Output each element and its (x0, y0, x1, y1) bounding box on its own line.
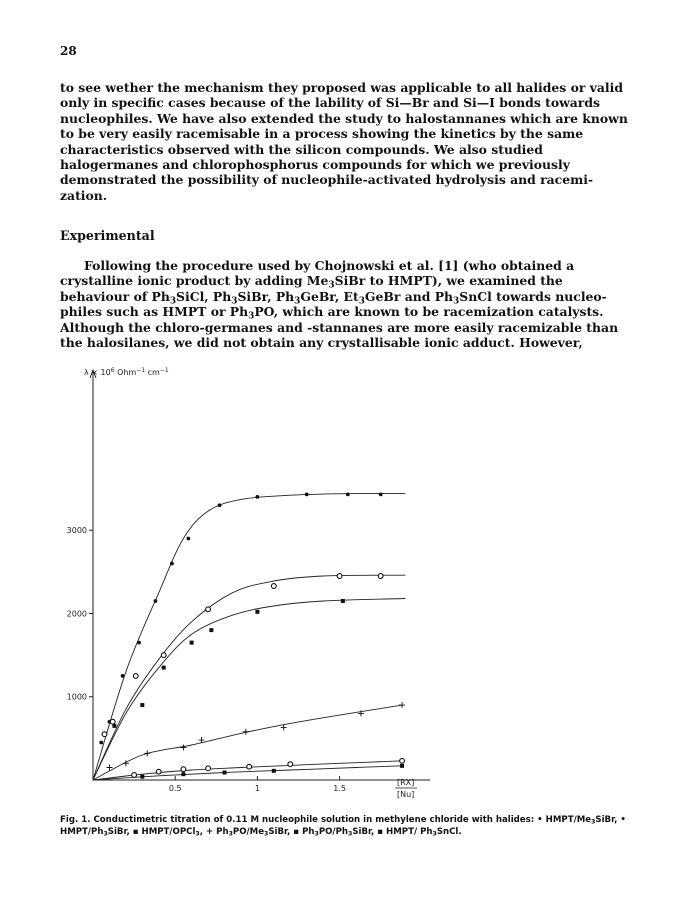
body-paragraph-2-run: GeBr and Ph (364, 288, 454, 304)
x-tick-label: 1 (254, 784, 260, 793)
body-paragraph-2-run: SnCl towards nucleophiles such as HMPT or Ph (60, 288, 607, 320)
series-6-point (181, 772, 185, 776)
body-paragraph-2-run: 3 (294, 296, 301, 307)
series-2-point (271, 584, 276, 589)
series-2-point (161, 653, 166, 658)
figure-caption-run: 3 (264, 830, 269, 838)
figure-caption-run: , + Ph (199, 827, 229, 837)
body-paragraph-2-run: 3 (328, 280, 335, 291)
series-5-point (181, 767, 186, 772)
figure-caption-run: 3 (195, 830, 200, 838)
x-tick-label: 0.5 (168, 784, 182, 793)
body-paragraph-2-run: PO, which are known to be racemization catalysts. Although the chloro-germanes and -stannanes are more easily racemizable than the halosilanes, we did not obtain any crystallisable ionic adduct. However, (60, 304, 619, 351)
body-paragraph-2-run: GeBr, Et (300, 288, 359, 304)
y-axis-title-run: cm (145, 368, 160, 377)
y-axis-title-run: Ohm (114, 368, 137, 377)
figure-caption-run: 3 (591, 818, 596, 826)
body-paragraph-2-run: SiBr, Ph (237, 288, 295, 304)
page-number: 28 (60, 44, 77, 58)
body-paragraph-2-run: 3 (358, 296, 365, 307)
figure-caption-run: PO/Ph (318, 827, 348, 837)
series-1-point (154, 599, 158, 603)
series-1-point (99, 741, 103, 745)
series-1-point (379, 493, 383, 497)
figure-caption-run: PO/Me (232, 827, 265, 837)
section-heading: Experimental (60, 228, 155, 243)
y-tick-label: 3000 (66, 526, 87, 536)
series-4-point (243, 729, 249, 735)
series-1-point (121, 674, 125, 678)
series-2-point (110, 719, 115, 724)
chart-canvas (30, 360, 470, 810)
x-axis-title-numerator: [RX] (397, 778, 415, 787)
x-axis-title-denominator: [Nu] (397, 790, 415, 799)
figure-caption-run: 3 (314, 830, 319, 838)
conductimetric-titration-chart (30, 360, 470, 810)
series-3-point (162, 666, 166, 670)
series-1-point (305, 493, 309, 497)
series-5-point (400, 758, 405, 763)
series-6-point (272, 769, 276, 773)
series-2-point (206, 607, 211, 612)
series-5-point (156, 769, 161, 774)
series-2-point (378, 574, 383, 579)
series-3-line (93, 599, 405, 781)
series-1-line (93, 493, 405, 780)
body-paragraph-2-run: 3 (453, 296, 460, 307)
series-6-point (223, 771, 227, 775)
series-2-point (133, 674, 138, 679)
figure-caption-run: SiBr, • HMPT/Ph (60, 815, 626, 837)
body-paragraph-2 (60, 258, 630, 350)
series-1-point (186, 537, 190, 541)
figure-caption-run: 3 (348, 830, 353, 838)
figure-caption-run: 3 (103, 830, 108, 838)
body-paragraph-2-run: 3 (169, 296, 177, 307)
series-5-point (206, 766, 211, 771)
y-tick-label: 2000 (66, 609, 87, 619)
series-1-point (218, 503, 222, 507)
body-paragraph-1 (60, 80, 630, 203)
series-2-point (337, 574, 342, 579)
y-tick-label: 1000 (66, 692, 87, 702)
y-axis-title-run: −1 (159, 366, 169, 374)
series-6-point (400, 764, 404, 768)
series-5-point (288, 762, 293, 767)
series-3-point (255, 610, 259, 614)
series-1-point (255, 495, 259, 499)
series-3-point (209, 628, 213, 632)
figure-caption-run: 3 (228, 830, 233, 838)
body-paragraph-2-run: SiBr to HMPT), we examined the behaviour of Ph (60, 273, 563, 304)
series-3-point (341, 599, 345, 603)
series-1-point (346, 493, 350, 497)
body-paragraph-2-run: SiCl, Ph (176, 288, 232, 304)
series-4-point (144, 750, 150, 756)
series-4-point (180, 745, 186, 751)
y-axis-title-run: 6 (110, 366, 115, 374)
series-5-point (247, 764, 252, 769)
body-paragraph-1-run: to see wether the mechanism they proposed was applicable to all halides or valid only in specific cases because of the lability of Si—Br and Si—I bonds towards nucleophiles. We have also extended the study to halostannanes which are known to be very easily racemisable in a process showing the kinetics by the same characteristics observed with the silicon compounds. We also studied halogermanes and chlorophosphorus compounds for which we previously demonstrated the possibility of nucleophile-activated hydrolysis and racemization. (60, 80, 628, 203)
y-axis-title (84, 367, 169, 378)
series-4-point (399, 702, 405, 708)
y-axis-title-run: λ × 10 (84, 368, 111, 377)
body-paragraph-2-run: 3 (231, 296, 238, 307)
series-3-point (190, 641, 194, 645)
series-1-point (170, 562, 174, 566)
series-3-point (140, 703, 144, 707)
figure-caption-run: SiBr, ▪ Ph (268, 827, 315, 837)
series-2-point (102, 732, 107, 737)
body-paragraph-2-run: Following the procedure used by Chojnowski et al. [1] (who obtained a crystalline ionic product by adding Me (60, 258, 575, 289)
x-tick-label: 1.5 (333, 784, 346, 793)
figure-caption-run: SiBr, ▪ HMPT/ Ph (352, 827, 433, 837)
series-2-line (93, 575, 405, 780)
figure-caption-run: Fig. 1. Conductimetric titration of 0.11 M nucleophile solution in methylene chloride with halides: • HMPT/Me (60, 815, 592, 825)
y-axis-title-run: −1 (136, 366, 146, 374)
figure-caption (60, 814, 630, 838)
series-3-point (112, 724, 116, 728)
body-paragraph-2-run: 3 (248, 311, 255, 322)
figure-caption-run: SnCl. (436, 827, 462, 837)
series-5-point (132, 773, 137, 778)
series-1-point (137, 641, 141, 645)
figure-caption-run: 3 (432, 830, 437, 838)
figure-caption-run: SiBr, ▪ HMPT/OPCl (107, 827, 196, 837)
series-6-point (140, 775, 144, 779)
